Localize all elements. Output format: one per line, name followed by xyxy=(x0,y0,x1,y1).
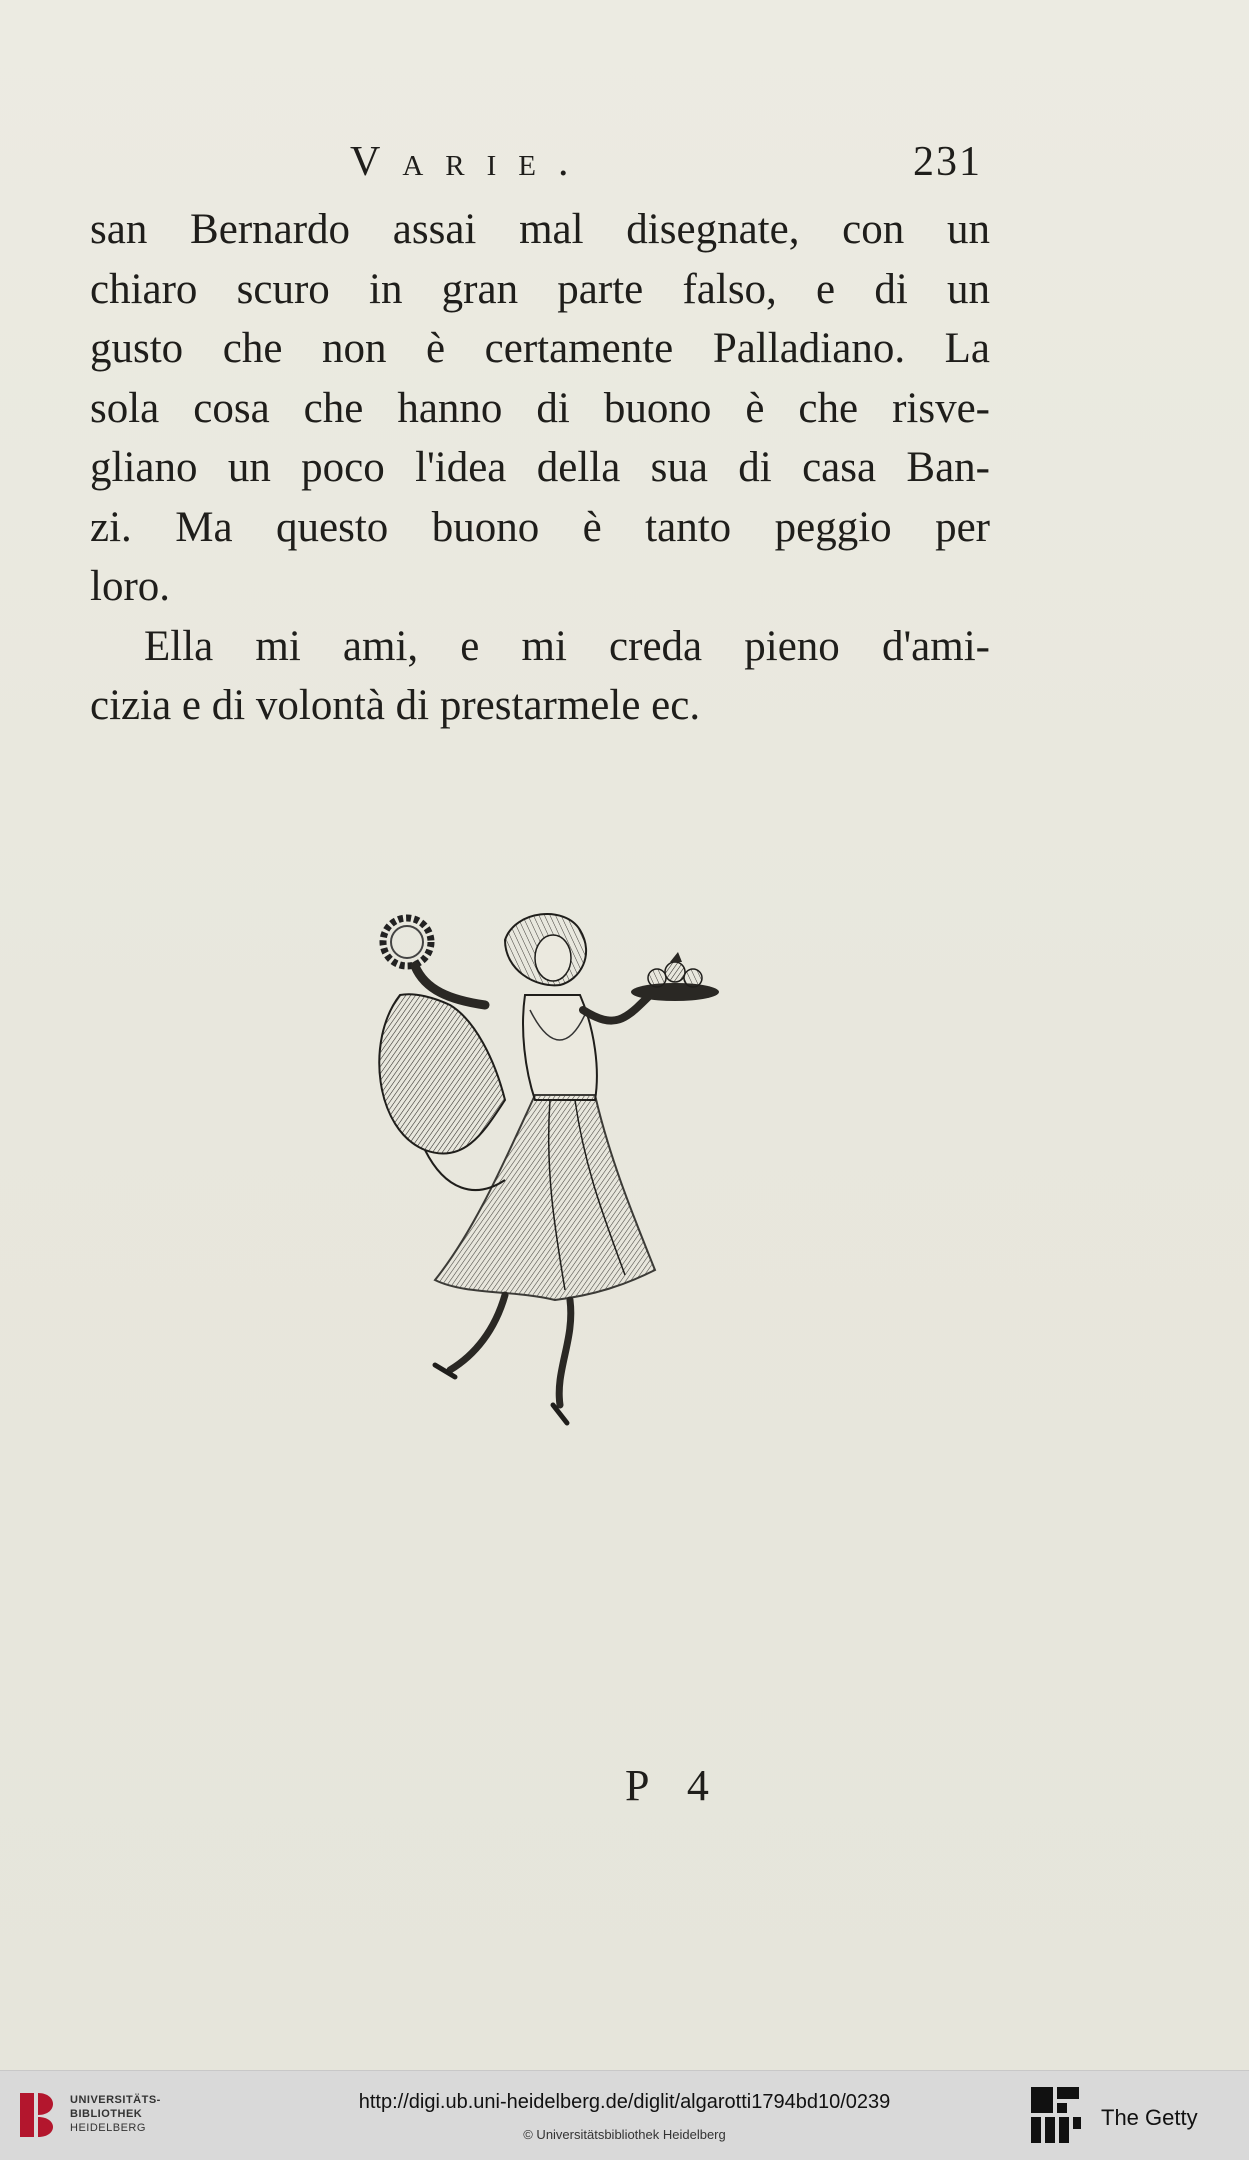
text-line: Ella mi ami, e mi creda pieno d'ami- xyxy=(144,622,990,670)
partner-logo[interactable] xyxy=(1029,2085,1229,2149)
partner-name: The Getty xyxy=(1101,2105,1198,2130)
body-text xyxy=(90,200,990,736)
signature-mark: P 4 xyxy=(625,1761,723,1810)
paragraph-2 xyxy=(90,617,990,736)
library-city: HEIDELBERG xyxy=(70,2122,146,2134)
text-line: san Bernardo assai mal disegnate, con un xyxy=(90,206,990,253)
paragraph-1 xyxy=(90,200,990,617)
text-line: sola cosa che hanno di buono è che risve- xyxy=(90,384,990,432)
getty-logo-icon xyxy=(1029,2085,1083,2145)
page-number: 231 xyxy=(913,139,982,185)
viewer-footer xyxy=(0,2070,1249,2160)
text-line: gliano un poco l'idea della sua di casa Ban- xyxy=(90,444,990,491)
permalink-url[interactable]: http://digi.ub.uni-heidelberg.de/diglit/algarotti1794bd10/0239 xyxy=(358,2091,891,2113)
running-head xyxy=(90,138,990,198)
text-line: gusto che non è certamente Palladiano. La xyxy=(90,325,990,372)
text-line: chiaro scuro in gran parte falso, e di un xyxy=(90,265,990,313)
text-line: loro. xyxy=(90,563,171,610)
copyright-notice: © Universitätsbibliothek Heidelberg xyxy=(523,2127,726,2142)
dancing-figure-vignette xyxy=(355,900,775,1440)
running-head-title: Varie. xyxy=(350,139,591,185)
library-name-line2: BIBLIOTHEK xyxy=(70,2108,143,2120)
library-name-line1: UNIVERSITÄTS- xyxy=(70,2094,161,2106)
text-line: cizia e di volontà di prestarmele ec. xyxy=(90,682,701,729)
text-line: zi. Ma questo buono è tanto peggio per xyxy=(90,503,990,551)
